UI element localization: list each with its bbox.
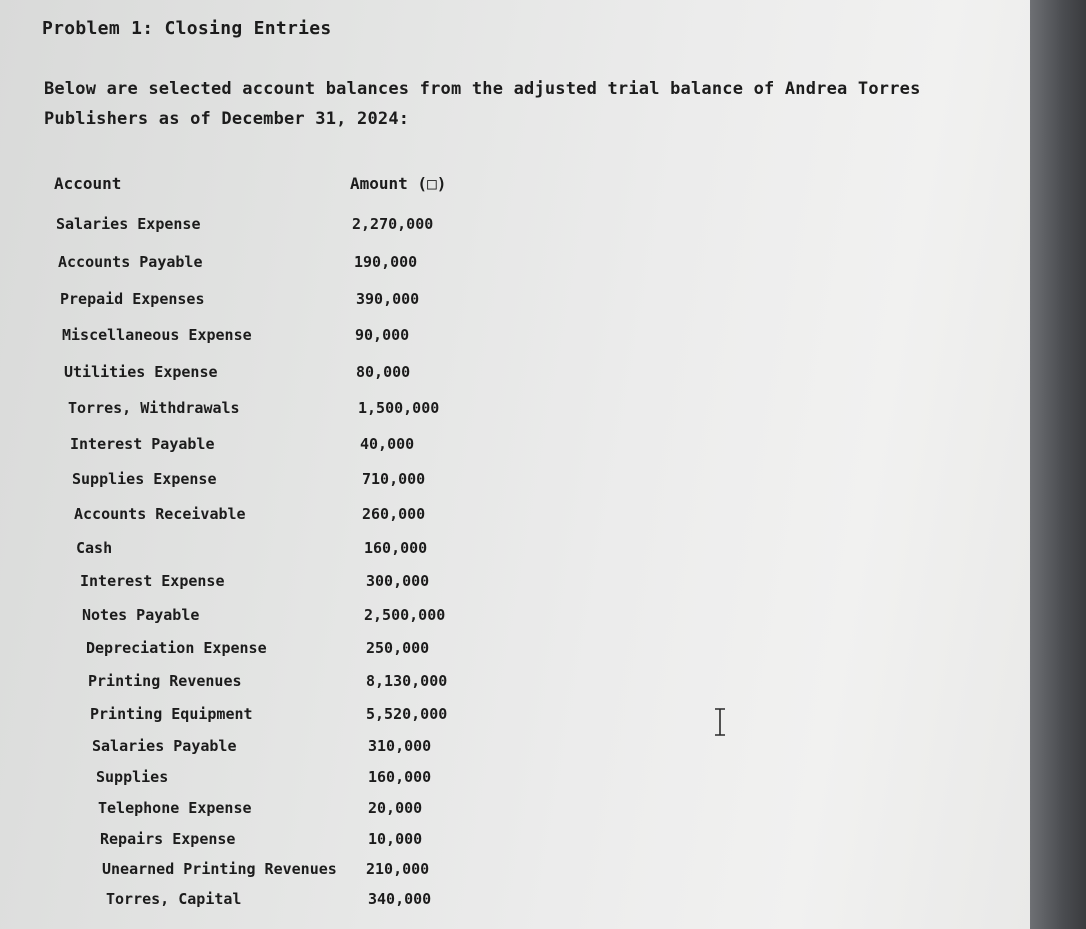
- column-header-amount: Amount (□): [350, 174, 447, 193]
- account-amount: 300,000: [366, 572, 430, 590]
- account-amount: 10,000: [368, 830, 423, 848]
- account-amount: 190,000: [354, 253, 418, 271]
- account-name: Interest Expense: [80, 572, 225, 590]
- account-amount: 260,000: [362, 505, 426, 523]
- text-cursor-icon: [712, 708, 728, 736]
- account-name: Salaries Payable: [92, 737, 237, 755]
- account-name: Salaries Expense: [56, 215, 201, 233]
- account-amount: 1,500,000: [358, 399, 440, 417]
- account-amount: 250,000: [366, 639, 430, 657]
- account-amount: 5,520,000: [366, 705, 448, 723]
- account-name: Accounts Payable: [58, 253, 203, 271]
- account-name: Utilities Expense: [64, 363, 218, 381]
- account-amount: 160,000: [364, 539, 428, 557]
- problem-title: Problem 1: Closing Entries: [42, 18, 332, 39]
- account-amount: 210,000: [366, 860, 430, 878]
- account-name: Cash: [76, 539, 113, 557]
- account-name: Prepaid Expenses: [60, 290, 205, 308]
- account-amount: 20,000: [368, 799, 423, 817]
- account-name: Repairs Expense: [100, 830, 236, 848]
- account-name: Torres, Withdrawals: [68, 399, 240, 417]
- account-amount: 340,000: [368, 890, 432, 908]
- account-amount: 2,270,000: [352, 215, 434, 233]
- account-name: Unearned Printing Revenues: [102, 860, 337, 878]
- account-amount: 160,000: [368, 768, 432, 786]
- account-amount: 390,000: [356, 290, 420, 308]
- account-amount: 90,000: [355, 326, 410, 344]
- monitor-bezel: [1030, 0, 1086, 929]
- account-name: Telephone Expense: [98, 799, 252, 817]
- account-name: Depreciation Expense: [86, 639, 267, 657]
- account-name: Interest Payable: [70, 435, 215, 453]
- problem-intro: Below are selected account balances from the adjusted trial balance of Andrea Torres Publishers as of December 31, 2024:: [44, 79, 921, 129]
- account-name: Torres, Capital: [106, 890, 242, 908]
- account-amount: 40,000: [360, 435, 415, 453]
- account-amount: 80,000: [356, 363, 411, 381]
- account-name: Printing Equipment: [90, 705, 253, 723]
- account-name: Supplies: [96, 768, 169, 786]
- account-amount: 710,000: [362, 470, 426, 488]
- account-name: Supplies Expense: [72, 470, 217, 488]
- account-amount: 8,130,000: [366, 672, 448, 690]
- account-amount: 310,000: [368, 737, 432, 755]
- account-name: Miscellaneous Expense: [62, 326, 252, 344]
- account-name: Printing Revenues: [88, 672, 242, 690]
- account-amount: 2,500,000: [364, 606, 446, 624]
- account-name: Accounts Receivable: [74, 505, 246, 523]
- account-name: Notes Payable: [82, 606, 200, 624]
- column-header-account: Account: [54, 174, 122, 193]
